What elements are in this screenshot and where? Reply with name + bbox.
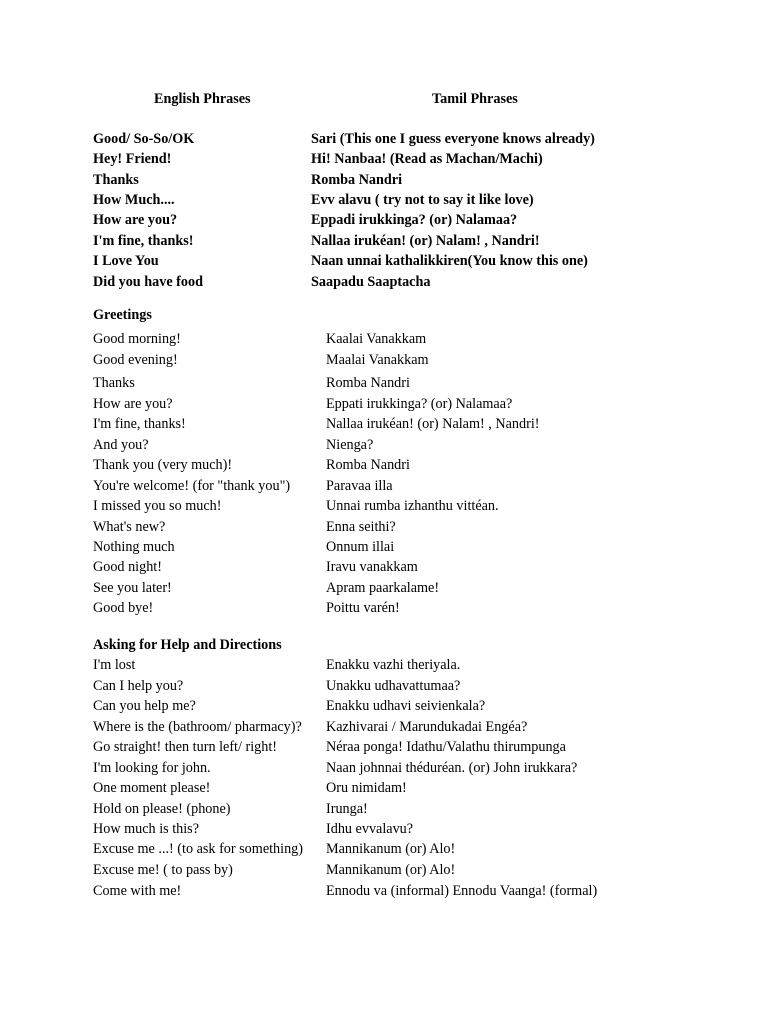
phrase-row bbox=[0, 839, 768, 859]
tamil-phrase: Enakku udhavi seivienkala? bbox=[326, 698, 486, 714]
phrase-row bbox=[0, 598, 768, 618]
phrase-row bbox=[0, 737, 768, 757]
tamil-phrase: Apram paarkalame! bbox=[326, 580, 440, 596]
phrase-row bbox=[0, 655, 768, 675]
english-phrase: Excuse me! ( to pass by) bbox=[93, 862, 233, 878]
phrase-row bbox=[0, 881, 768, 901]
tamil-phrase: Hi! Nanbaa! (Read as Machan/Machi) bbox=[311, 151, 543, 167]
phrase-row bbox=[0, 394, 768, 414]
tamil-phrase: Nienga? bbox=[326, 437, 374, 453]
english-phrase: Hold on please! (phone) bbox=[93, 801, 231, 817]
phrase-row bbox=[0, 455, 768, 475]
tamil-phrase: Maalai Vanakkam bbox=[326, 352, 429, 368]
tamil-phrase: Mannikanum (or) Alo! bbox=[326, 862, 456, 878]
english-phrase: How much is this? bbox=[93, 821, 200, 837]
phrase-row bbox=[0, 758, 768, 778]
english-phrase: Good evening! bbox=[93, 352, 178, 368]
phrase-row bbox=[0, 778, 768, 798]
english-phrase: How are you? bbox=[93, 396, 173, 412]
english-phrase: I Love You bbox=[93, 253, 159, 269]
english-phrase: I'm fine, thanks! bbox=[93, 416, 186, 432]
english-phrase: I'm fine, thanks! bbox=[93, 233, 194, 249]
english-phrase: How are you? bbox=[93, 212, 178, 228]
tamil-phrase: Enna seithi? bbox=[326, 519, 396, 535]
english-phrase: What's new? bbox=[93, 519, 166, 535]
tamil-phrase: Evv alavu ( try not to say it like love) bbox=[311, 192, 534, 208]
tamil-phrase: Naan johnnai théduréan. (or) John irukkara? bbox=[326, 760, 578, 776]
phrase-row bbox=[0, 496, 768, 516]
english-phrase: Good morning! bbox=[93, 331, 181, 347]
english-header: English Phrases bbox=[154, 91, 251, 107]
english-phrase: Did you have food bbox=[93, 274, 203, 290]
tamil-phrase: Unakku udhavattumaa? bbox=[326, 678, 461, 694]
phrase-row bbox=[0, 251, 768, 271]
english-phrase: Good night! bbox=[93, 559, 162, 575]
phrase-row bbox=[0, 578, 768, 598]
tamil-phrase: Néraa ponga! Idathu/Valathu thirumpunga bbox=[326, 739, 566, 755]
tamil-phrase: Saapadu Saaptacha bbox=[311, 274, 431, 290]
phrase-row bbox=[0, 329, 768, 349]
english-phrase: One moment please! bbox=[93, 780, 211, 796]
phrase-row bbox=[0, 696, 768, 716]
greetings-title: Greetings bbox=[93, 307, 152, 323]
tamil-phrase: Ennodu va (informal) Ennodu Vaanga! (formal) bbox=[326, 883, 598, 899]
phrase-row bbox=[0, 231, 768, 251]
tamil-phrase: Nallaa irukéan! (or) Nalam! , Nandri! bbox=[326, 416, 540, 432]
english-phrase: Good/ So-So/OK bbox=[93, 131, 195, 147]
phrase-row bbox=[0, 717, 768, 737]
tamil-phrase: Unnai rumba izhanthu vittéan. bbox=[326, 498, 499, 514]
english-phrase: Nothing much bbox=[93, 539, 175, 555]
tamil-phrase: Paravaa illa bbox=[326, 478, 393, 494]
english-phrase: I missed you so much! bbox=[93, 498, 222, 514]
tamil-phrase: Eppati irukkinga? (or) Nalamaa? bbox=[326, 396, 513, 412]
english-phrase: I'm lost bbox=[93, 657, 136, 673]
phrase-row bbox=[0, 537, 768, 557]
phrase-row bbox=[0, 170, 768, 190]
help-title: Asking for Help and Directions bbox=[93, 637, 282, 653]
phrase-row bbox=[0, 476, 768, 496]
tamil-phrase: Idhu evvalavu? bbox=[326, 821, 414, 837]
phrase-row bbox=[0, 414, 768, 434]
phrase-row bbox=[0, 860, 768, 880]
tamil-phrase: Onnum illai bbox=[326, 539, 395, 555]
phrase-row bbox=[0, 676, 768, 696]
phrase-row bbox=[0, 129, 768, 149]
english-phrase: Where is the (bathroom/ pharmacy)? bbox=[93, 719, 302, 735]
tamil-phrase: Sari (This one I guess everyone knows already) bbox=[311, 131, 595, 147]
english-phrase: I'm looking for john. bbox=[93, 760, 211, 776]
phrase-row bbox=[0, 149, 768, 169]
tamil-phrase: Kaalai Vanakkam bbox=[326, 331, 427, 347]
phrase-row bbox=[0, 517, 768, 537]
english-phrase: Can you help me? bbox=[93, 698, 196, 714]
english-phrase: Good bye! bbox=[93, 600, 154, 616]
tamil-phrase: Naan unnai kathalikkiren(You know this one) bbox=[311, 253, 588, 269]
phrase-row bbox=[0, 819, 768, 839]
phrase-row bbox=[0, 210, 768, 230]
tamil-phrase: Eppadi irukkinga? (or) Nalamaa? bbox=[311, 212, 518, 228]
tamil-header: Tamil Phrases bbox=[432, 91, 518, 107]
phrase-row bbox=[0, 272, 768, 292]
english-phrase: Come with me! bbox=[93, 883, 182, 899]
phrase-row bbox=[0, 557, 768, 577]
english-phrase: See you later! bbox=[93, 580, 172, 596]
tamil-phrase: Romba Nandri bbox=[326, 457, 410, 473]
tamil-phrase: Poittu varén! bbox=[326, 600, 400, 616]
phrase-row bbox=[0, 799, 768, 819]
english-phrase: Thank you (very much)! bbox=[93, 457, 233, 473]
tamil-phrase: Enakku vazhi theriyala. bbox=[326, 657, 461, 673]
tamil-phrase: Romba Nandri bbox=[326, 375, 410, 391]
english-phrase: You're welcome! (for "thank you") bbox=[93, 478, 291, 494]
english-phrase: And you? bbox=[93, 437, 149, 453]
tamil-phrase: Kazhivarai / Marundukadai Engéa? bbox=[326, 719, 528, 735]
tamil-phrase: Oru nimidam! bbox=[326, 780, 407, 796]
english-phrase: Can I help you? bbox=[93, 678, 184, 694]
english-phrase: Thanks bbox=[93, 172, 139, 188]
english-phrase: How Much.... bbox=[93, 192, 175, 208]
english-phrase: Go straight! then turn left/ right! bbox=[93, 739, 278, 755]
english-phrase: Hey! Friend! bbox=[93, 151, 172, 167]
tamil-phrase: Irunga! bbox=[326, 801, 368, 817]
tamil-phrase: Romba Nandri bbox=[311, 172, 403, 188]
tamil-phrase: Mannikanum (or) Alo! bbox=[326, 841, 456, 857]
phrase-row bbox=[0, 435, 768, 455]
english-phrase: Excuse me ...! (to ask for something) bbox=[93, 841, 303, 857]
phrase-row bbox=[0, 373, 768, 393]
phrase-row bbox=[0, 190, 768, 210]
phrase-row bbox=[0, 350, 768, 370]
tamil-phrase: Nallaa irukéan! (or) Nalam! , Nandri! bbox=[311, 233, 540, 249]
english-phrase: Thanks bbox=[93, 375, 135, 391]
tamil-phrase: Iravu vanakkam bbox=[326, 559, 418, 575]
